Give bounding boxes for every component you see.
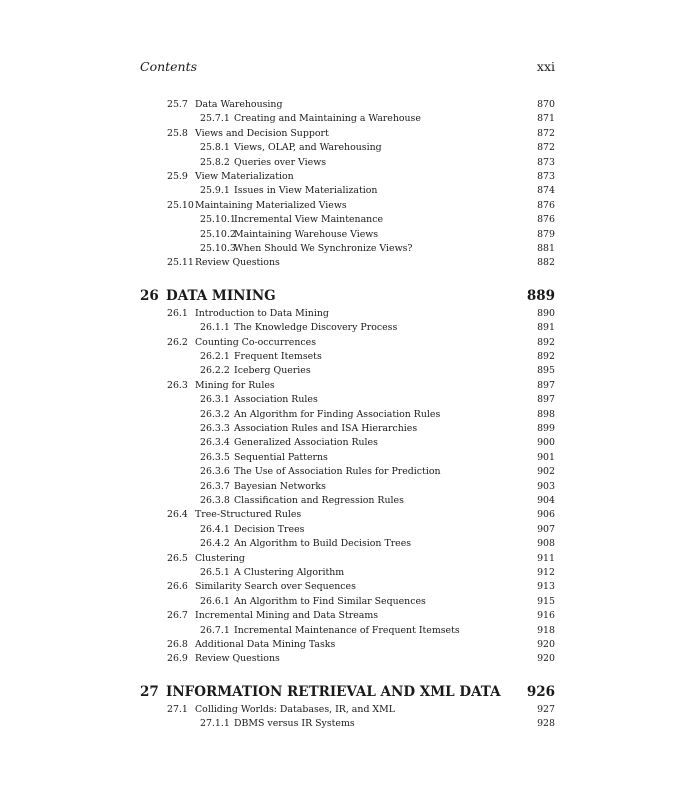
toc-subsection (0, 538, 680, 550)
toc-section (0, 337, 680, 349)
entry-title: Colliding Worlds: Databases, IR, and XML (195, 703, 395, 715)
entry-title: When Should We Synchronize Views? (234, 243, 413, 254)
entry-page: 870 (537, 99, 555, 110)
entry-page: 918 (537, 624, 555, 636)
entry-page: 881 (537, 243, 555, 254)
entry-title: Issues in View Materialization (234, 185, 378, 197)
entry-page: 904 (537, 495, 555, 506)
entry-number: 27 (140, 683, 159, 700)
entry-page: 890 (537, 307, 555, 319)
toc-subsection (0, 567, 680, 579)
toc-subsection (0, 596, 680, 608)
entry-page: 926 (526, 683, 555, 700)
entry-page: 895 (537, 365, 555, 377)
entry-number: 26.3.6 (200, 466, 230, 478)
entry-number: 26.5.1 (200, 567, 230, 578)
entry-page: 912 (537, 567, 555, 578)
toc-section (0, 653, 680, 665)
entry-page: 906 (537, 509, 555, 521)
entry-title: Classification and Regression Rules (234, 495, 404, 506)
entry-number: 26.4.2 (200, 538, 230, 550)
toc-subsection (0, 452, 680, 464)
toc-section (0, 509, 680, 521)
entry-number: 26.3.2 (200, 408, 230, 420)
toc-chapter (0, 288, 680, 304)
entry-page: 916 (537, 610, 555, 622)
entry-number: 25.11 (167, 257, 194, 269)
entry-page: 889 (526, 287, 555, 304)
entry-page: 908 (537, 538, 555, 550)
toc-subsection (0, 142, 680, 154)
entry-page: 897 (537, 394, 555, 406)
entry-page: 900 (537, 437, 555, 449)
toc-section (0, 581, 680, 593)
entry-page: 915 (537, 595, 555, 607)
entry-number: 26.4 (167, 509, 188, 521)
entry-number: 25.8.2 (200, 156, 230, 168)
toc-subsection (0, 229, 680, 241)
toc-section (0, 128, 680, 140)
entry-title: DBMS versus IR Systems (234, 718, 355, 730)
toc-subsection (0, 243, 680, 255)
entry-number: 26.3.1 (200, 394, 230, 406)
entry-title: Tree-Structured Rules (195, 509, 302, 521)
entry-page: 892 (537, 351, 555, 362)
toc-subsection (0, 394, 680, 406)
toc-section (0, 610, 680, 622)
entry-number: 26.3.3 (200, 423, 230, 434)
entry-page: 882 (537, 257, 555, 269)
entry-page: 873 (537, 156, 555, 168)
entry-number: 25.10.1 (200, 214, 236, 226)
toc-subsection (0, 495, 680, 507)
entry-page: 872 (537, 127, 555, 139)
entry-number: 25.10 (167, 199, 194, 211)
entry-page: 901 (537, 451, 555, 463)
entry-number: 26.3.8 (200, 495, 230, 506)
entry-page: 876 (537, 214, 555, 226)
toc-subsection (0, 365, 680, 377)
entry-title: Clustering (195, 552, 245, 564)
toc-chapter (0, 684, 680, 700)
entry-title: Views, OLAP, and Warehousing (234, 142, 382, 154)
entry-number: 26.3.4 (200, 437, 230, 449)
entry-page: 898 (537, 408, 555, 420)
entry-title: Creating and Maintaining a Warehouse (234, 113, 421, 125)
entry-page: 873 (537, 171, 555, 182)
entry-title: Maintaining Materialized Views (195, 199, 347, 211)
entry-number: 26.9 (167, 653, 188, 665)
page-number: xxi (536, 59, 555, 74)
entry-number: 26.1.1 (200, 322, 230, 334)
entry-page: 879 (537, 228, 555, 240)
toc-section (0, 171, 680, 183)
entry-title: An Algorithm for Finding Association Rules (234, 408, 441, 420)
entry-number: 26.4.1 (200, 523, 230, 535)
entry-title: Review Questions (195, 257, 280, 269)
entry-page: 920 (537, 639, 555, 650)
entry-title: Iceberg Queries (234, 365, 311, 377)
entry-number: 25.7 (167, 99, 188, 110)
toc-subsection (0, 466, 680, 478)
entry-page: 871 (537, 113, 555, 125)
entry-title: Introduction to Data Mining (195, 307, 329, 319)
toc-subsection (0, 113, 680, 125)
entry-number: 25.10.2 (200, 228, 236, 240)
entry-number: 26.8 (167, 639, 188, 650)
entry-title: Views and Decision Support (195, 127, 329, 139)
toc-subsection (0, 351, 680, 363)
entry-title: Bayesian Networks (234, 480, 326, 492)
toc-section (0, 200, 680, 212)
toc-section (0, 257, 680, 269)
entry-page: 927 (537, 703, 555, 715)
entry-title: Queries over Views (234, 156, 327, 168)
entry-number: 26.3.5 (200, 451, 230, 463)
entry-page: 920 (537, 653, 555, 665)
entry-number: 26.2.1 (200, 351, 230, 362)
entry-page: 911 (537, 552, 555, 564)
entry-title: Maintaining Warehouse Views (234, 228, 379, 240)
toc-section (0, 380, 680, 392)
entry-title: Counting Co-occurrences (195, 336, 317, 348)
toc-subsection (0, 524, 680, 536)
entry-number: 26.7.1 (200, 624, 230, 636)
entry-page: 902 (537, 466, 555, 478)
toc-subsection (0, 185, 680, 197)
toc-subsection (0, 322, 680, 334)
entry-number: 26.1 (167, 307, 188, 319)
entry-number: 26 (140, 287, 159, 304)
toc-subsection (0, 409, 680, 421)
entry-page: 892 (537, 336, 555, 348)
toc-section (0, 553, 680, 565)
entry-page: 872 (537, 142, 555, 154)
entry-page: 907 (537, 523, 555, 535)
toc-subsection (0, 437, 680, 449)
entry-title: Mining for Rules (195, 379, 275, 391)
entry-number: 25.9 (167, 171, 188, 182)
entry-page: 874 (537, 185, 555, 197)
entry-title: Data Warehousing (195, 99, 283, 110)
entry-title: Incremental Maintenance of Frequent Itemsets (234, 624, 460, 636)
entry-number: 25.8 (167, 127, 188, 139)
entry-number: 25.7.1 (200, 113, 230, 125)
toc-subsection (0, 214, 680, 226)
entry-number: 25.10.3 (200, 243, 236, 254)
entry-title: Incremental Mining and Data Streams (195, 610, 379, 622)
toc-subsection (0, 481, 680, 493)
entry-title: DATA MINING (166, 287, 276, 304)
entry-number: 26.3 (167, 379, 188, 391)
toc-subsection (0, 625, 680, 637)
entry-number: 26.2.2 (200, 365, 230, 377)
entry-title: View Materialization (195, 171, 294, 182)
entry-number: 26.2 (167, 336, 188, 348)
entry-title: An Algorithm to Find Similar Sequences (234, 595, 426, 607)
entry-number: 25.9.1 (200, 185, 230, 197)
entry-number: 26.5 (167, 552, 188, 564)
entry-page: 897 (537, 379, 555, 391)
entry-number: 27.1 (167, 703, 188, 715)
entry-title: Similarity Search over Sequences (195, 581, 356, 593)
entry-title: Sequential Patterns (234, 451, 328, 463)
toc-section (0, 704, 680, 716)
entry-title: Generalized Association Rules (234, 437, 378, 449)
entry-title: Association Rules (234, 394, 318, 406)
entry-title: An Algorithm to Build Decision Trees (234, 538, 412, 550)
running-title: Contents (140, 59, 198, 74)
entry-title: Association Rules and ISA Hierarchies (234, 423, 418, 434)
toc-section (0, 639, 680, 651)
entry-number: 26.6 (167, 581, 188, 593)
toc-subsection (0, 718, 680, 730)
toc-subsection (0, 157, 680, 169)
entry-page: 899 (537, 423, 555, 434)
entry-number: 26.7 (167, 610, 188, 622)
toc-section (0, 99, 680, 111)
entry-title: A Clustering Algorithm (234, 567, 345, 578)
entry-page: 891 (537, 322, 555, 334)
toc-subsection (0, 423, 680, 435)
entry-page: 903 (537, 480, 555, 492)
entry-page: 928 (537, 718, 555, 730)
entry-title: Incremental View Maintenance (234, 214, 383, 226)
entry-number: 25.8.1 (200, 142, 230, 154)
toc-section (0, 308, 680, 320)
entry-title: Decision Trees (234, 523, 305, 535)
entry-title: INFORMATION RETRIEVAL AND XML DATA (166, 683, 501, 700)
entry-title: The Use of Association Rules for Prediction (234, 466, 441, 478)
entry-page: 876 (537, 199, 555, 211)
entry-title: The Knowledge Discovery Process (234, 322, 398, 334)
entry-title: Review Questions (195, 653, 280, 665)
entry-title: Frequent Itemsets (234, 351, 322, 362)
entry-title: Additional Data Mining Tasks (195, 639, 336, 650)
entry-number: 27.1.1 (200, 718, 230, 730)
entry-number: 26.3.7 (200, 480, 230, 492)
entry-page: 913 (537, 581, 555, 593)
entry-number: 26.6.1 (200, 595, 230, 607)
